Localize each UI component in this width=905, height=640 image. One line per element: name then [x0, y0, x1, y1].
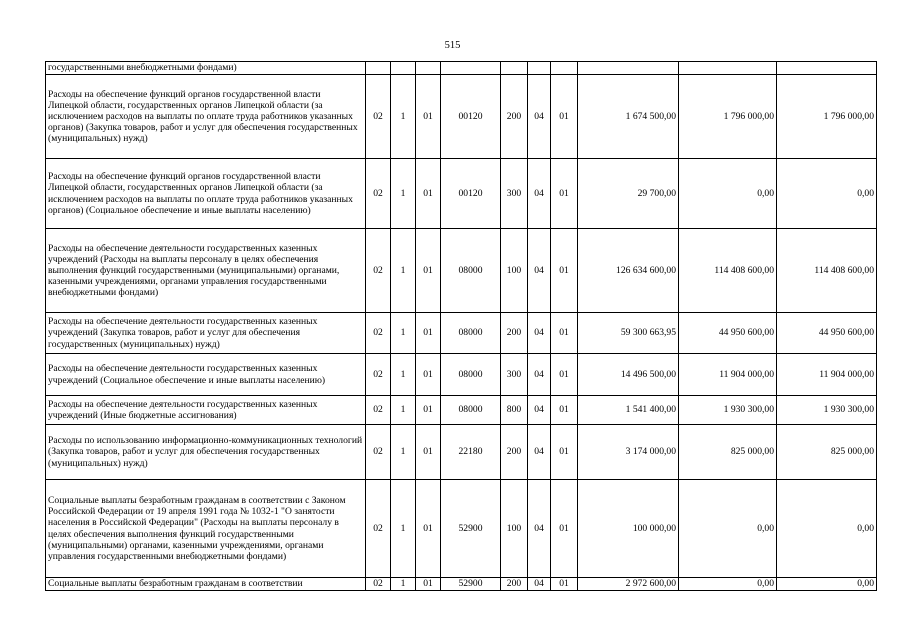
amount-cell: 3 174 000,00 [578, 425, 679, 480]
code-cell [501, 62, 528, 75]
code-cell: 300 [501, 159, 528, 229]
code-cell: 52900 [441, 480, 501, 578]
code-cell: 02 [366, 75, 391, 159]
code-cell: 1 [391, 313, 416, 354]
code-cell: 100 [501, 229, 528, 313]
row-description: Расходы на обеспечение деятельности государственных казенных учреждений (Социальное обеспечение и иные выплаты населению) [46, 354, 366, 396]
code-cell: 02 [366, 578, 391, 591]
amount-cell: 59 300 663,95 [578, 313, 679, 354]
table-row [46, 75, 877, 159]
code-cell: 01 [551, 75, 578, 159]
row-description: Расходы по использованию информационно-коммуникационных технологий (Закупка товаров, работ и услуг для обеспечения государственных (муниципальных) нужд) [46, 425, 366, 480]
code-cell [366, 62, 391, 75]
code-cell: 04 [528, 480, 551, 578]
code-cell: 1 [391, 229, 416, 313]
table-row [46, 396, 877, 425]
code-cell: 200 [501, 578, 528, 591]
row-description: Социальные выплаты безработным гражданам в соответствии [46, 578, 366, 591]
code-cell: 08000 [441, 354, 501, 396]
code-cell: 08000 [441, 396, 501, 425]
code-cell: 1 [391, 354, 416, 396]
code-cell: 01 [551, 425, 578, 480]
code-cell: 1 [391, 578, 416, 591]
code-cell: 200 [501, 75, 528, 159]
amount-cell: 11 904 000,00 [777, 354, 877, 396]
row-description: государственными внебюджетными фондами) [46, 62, 366, 75]
amount-cell: 44 950 600,00 [679, 313, 777, 354]
code-cell: 00120 [441, 159, 501, 229]
code-cell [551, 62, 578, 75]
code-cell: 1 [391, 75, 416, 159]
code-cell: 04 [528, 229, 551, 313]
code-cell: 01 [416, 578, 441, 591]
amount-cell: 11 904 000,00 [679, 354, 777, 396]
page-number: 515 [444, 40, 461, 51]
code-cell: 01 [551, 578, 578, 591]
code-cell: 01 [416, 480, 441, 578]
code-cell: 01 [416, 159, 441, 229]
code-cell [416, 62, 441, 75]
code-cell: 01 [551, 396, 578, 425]
code-cell: 1 [391, 396, 416, 425]
table-row [46, 62, 877, 75]
amount-cell: 2 972 600,00 [578, 578, 679, 591]
code-cell: 1 [391, 159, 416, 229]
code-cell: 02 [366, 159, 391, 229]
code-cell: 02 [366, 396, 391, 425]
code-cell: 01 [416, 425, 441, 480]
code-cell: 01 [551, 159, 578, 229]
row-description: Расходы на обеспечение функций органов государственной власти Липецкой области, государственных органов Липецкой области (за исключением расходов на выплаты по оплате труда работников указанных органов) (Социальное обеспечение и иные выплаты населению) [46, 159, 366, 229]
code-cell [391, 62, 416, 75]
table-row [46, 425, 877, 480]
code-cell: 22180 [441, 425, 501, 480]
code-cell: 02 [366, 425, 391, 480]
code-cell: 08000 [441, 229, 501, 313]
table-row [46, 480, 877, 578]
amount-cell: 1 930 300,00 [777, 396, 877, 425]
code-cell: 01 [551, 229, 578, 313]
table-row [46, 159, 877, 229]
code-cell: 01 [416, 229, 441, 313]
code-cell: 200 [501, 313, 528, 354]
code-cell: 800 [501, 396, 528, 425]
amount-cell: 29 700,00 [578, 159, 679, 229]
row-description: Расходы на обеспечение функций органов государственной власти Липецкой области, государственных органов Липецкой области (за исключением расходов на выплаты по оплате труда работников указанных органов) (Закупка товаров, работ и услуг для обеспечения государственных (муниципальных) нужд) [46, 75, 366, 159]
code-cell: 1 [391, 425, 416, 480]
amount-cell: 1 796 000,00 [679, 75, 777, 159]
amount-cell: 0,00 [777, 578, 877, 591]
code-cell: 08000 [441, 313, 501, 354]
amount-cell: 1 796 000,00 [777, 75, 877, 159]
code-cell: 01 [416, 354, 441, 396]
code-cell: 04 [528, 425, 551, 480]
code-cell: 200 [501, 425, 528, 480]
code-cell: 04 [528, 578, 551, 591]
code-cell: 02 [366, 229, 391, 313]
table-row [46, 354, 877, 396]
amount-cell: 114 408 600,00 [777, 229, 877, 313]
table-row [46, 229, 877, 313]
amount-cell: 0,00 [777, 159, 877, 229]
code-cell: 04 [528, 354, 551, 396]
amount-cell: 825 000,00 [679, 425, 777, 480]
row-description: Расходы на обеспечение деятельности государственных казенных учреждений (Иные бюджетные ассигнования) [46, 396, 366, 425]
amount-cell: 114 408 600,00 [679, 229, 777, 313]
code-cell: 02 [366, 313, 391, 354]
code-cell: 04 [528, 396, 551, 425]
amount-cell: 825 000,00 [777, 425, 877, 480]
code-cell: 100 [501, 480, 528, 578]
code-cell: 01 [551, 480, 578, 578]
code-cell: 01 [416, 313, 441, 354]
amount-cell: 100 000,00 [578, 480, 679, 578]
amount-cell: 44 950 600,00 [777, 313, 877, 354]
code-cell: 02 [366, 354, 391, 396]
code-cell: 04 [528, 159, 551, 229]
code-cell: 52900 [441, 578, 501, 591]
amount-cell [578, 62, 679, 75]
code-cell: 04 [528, 75, 551, 159]
code-cell [528, 62, 551, 75]
table-row [46, 313, 877, 354]
code-cell: 02 [366, 480, 391, 578]
amount-cell: 1 541 400,00 [578, 396, 679, 425]
amount-cell: 0,00 [679, 578, 777, 591]
code-cell: 01 [416, 75, 441, 159]
amount-cell: 1 674 500,00 [578, 75, 679, 159]
amount-cell [777, 62, 877, 75]
code-cell: 01 [551, 313, 578, 354]
budget-table [45, 61, 877, 591]
code-cell: 1 [391, 480, 416, 578]
amount-cell: 1 930 300,00 [679, 396, 777, 425]
row-description: Расходы на обеспечение деятельности государственных казенных учреждений (Расходы на выплаты персоналу в целях обеспечения выполнения функций государственными (муниципальными) органами, казенными учреждениями, органами управления государственными внебюджетными фондами) [46, 229, 366, 313]
amount-cell: 0,00 [777, 480, 877, 578]
code-cell: 00120 [441, 75, 501, 159]
amount-cell: 0,00 [679, 159, 777, 229]
amount-cell: 14 496 500,00 [578, 354, 679, 396]
row-description: Социальные выплаты безработным гражданам в соответствии с Законом Российской Федерации от 19 апреля 1991 года № 1032-1 "О занятости населения в Российской Федерации" (Расходы на выплаты персоналу в целях обеспечения выполнения функций государственными (муниципальными) органами, казенными учреждениями, органами управления государственными внебюджетными фондами) [46, 480, 366, 578]
table-row [46, 578, 877, 591]
row-description: Расходы на обеспечение деятельности государственных казенных учреждений (Закупка товаров, работ и услуг для обеспечения государственных (муниципальных) нужд) [46, 313, 366, 354]
code-cell: 01 [551, 354, 578, 396]
code-cell: 300 [501, 354, 528, 396]
code-cell: 01 [416, 396, 441, 425]
amount-cell: 126 634 600,00 [578, 229, 679, 313]
amount-cell [679, 62, 777, 75]
amount-cell: 0,00 [679, 480, 777, 578]
code-cell [441, 62, 501, 75]
code-cell: 04 [528, 313, 551, 354]
